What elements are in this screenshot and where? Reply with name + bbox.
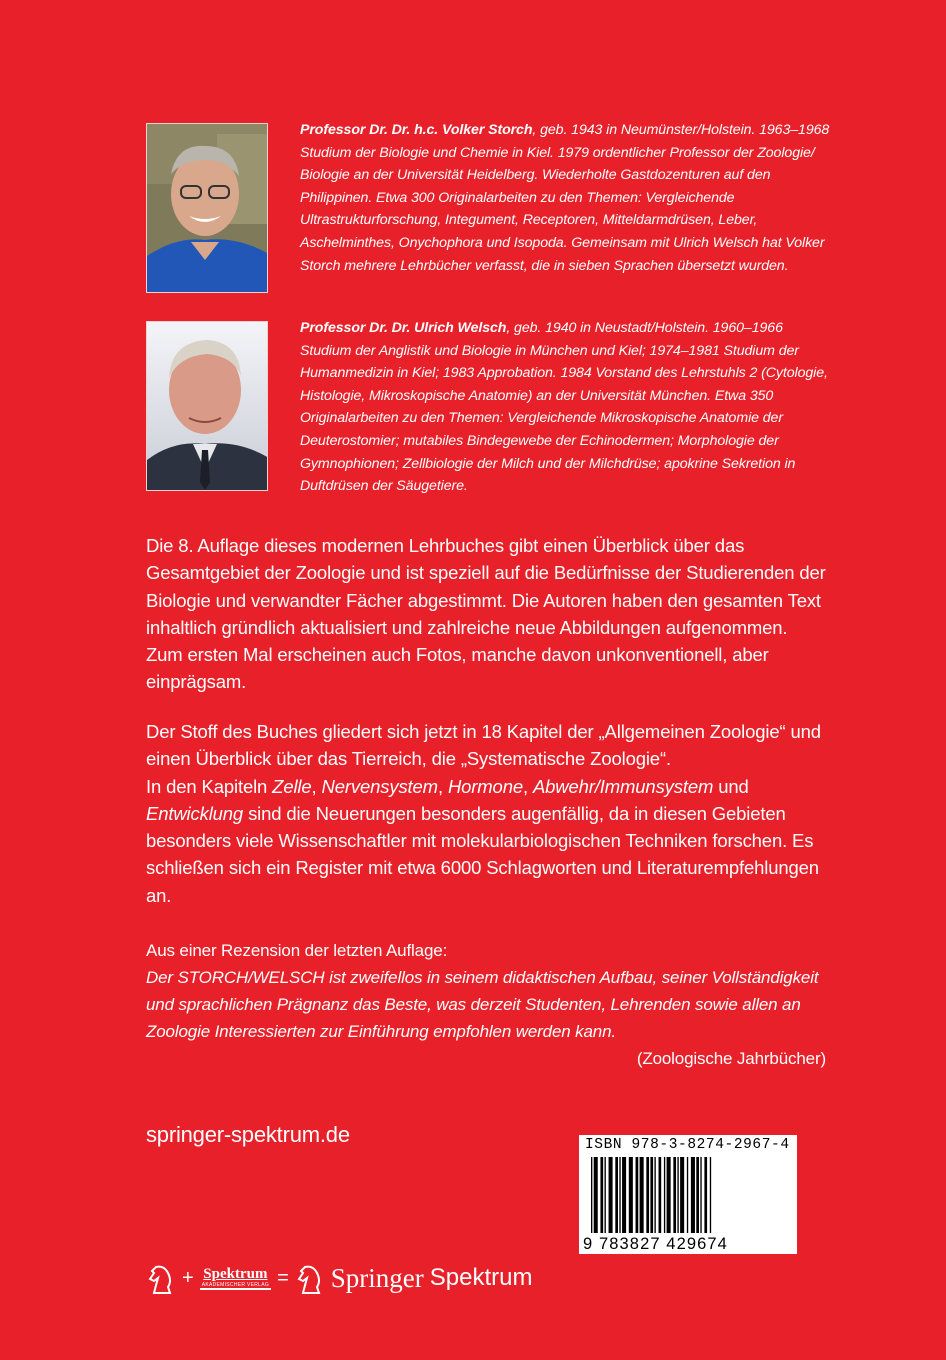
- barcode-bar: [664, 1157, 665, 1233]
- description-paragraph-1: Die 8. Auflage dieses modernen Lehrbuches gibt einen Überblick über das Gesamtgebiet der Zoologie und ist speziell auf die Bedürfnisse der Studierenden der Biologie und verwandter Fächer abgestimmt. Die Autoren haben den gesamten Text inhaltlich gründlich aktualisiert und zahlreiche neue Abbildungen aufgenommen. Zum ersten Mal erscheinen auch Fotos, manche davon unkonventionell, aber einprägsam.: [146, 535, 826, 693]
- barcode-bar: [646, 1157, 649, 1233]
- author-photo-storch: [146, 123, 268, 293]
- author-bio-text-welsch: , geb. 1940 in Neustadt/Holstein. 1960–1966 Studium der Anglistik und Biologie in München und Kiel; 1974–1981 Studium der Humanmedizin in Kiel; 1983 Approbation. 1984 Vorstand des Lehrstuhls 2 (Cytologie, Histologie, Mikroskopische Anatomie) an der Universität München. Etwa 350 Originalarbeiten zu den Themen: Vergleichende Mikroskopische Anatomie der Deuterostomier; mutabiles Bindegewebe der Echinodermen; Morphologie der Gymnophionen; Zellbiologie der Milch und der Milchdrüse; apokrine Sekretion in Duftdrüsen der Säugetiere.: [300, 320, 828, 495]
- barcode-digits: 9 783827 429674: [583, 1235, 728, 1253]
- barcode-bar: [659, 1157, 662, 1233]
- spektrum-logo-word: Spektrum: [203, 1265, 268, 1282]
- author-bio-storch: [300, 119, 830, 277]
- barcode-bar: [700, 1157, 701, 1233]
- barcode-bar: [600, 1157, 603, 1233]
- barcode-bar: [710, 1157, 711, 1233]
- barcode-bar: [622, 1157, 626, 1233]
- topic-entwicklung: Entwicklung: [146, 802, 244, 824]
- isbn-label: ISBN 978-3-8274-2967-4: [585, 1137, 790, 1153]
- barcode-bar: [673, 1157, 676, 1233]
- review-source: (Zoologische Jahrbücher): [636, 1049, 826, 1068]
- spektrum-wordmark: Spektrum: [429, 1264, 533, 1291]
- topic-zelle: Zelle: [272, 775, 312, 797]
- publisher-logos: [146, 1258, 532, 1298]
- barcode-bar: [667, 1157, 671, 1233]
- topic-abwehr: Abwehr/Immunsystem: [532, 775, 714, 797]
- spektrum-logo-subtitle: AKADEMISCHER VERLAG: [201, 1281, 270, 1288]
- author-photo-welsch: [146, 321, 268, 491]
- author-bio-text-storch: , geb. 1943 in Neumünster/Holstein. 1963–1968 Studium der Biologie und Chemie in Kiel. 1979 ordentlicher Professor der Zoologie/ Biologie an der Universität Heidelberg. Wiederholte Gastdozenturen auf den Philippinen. Etwa 300 Originalarbeiten zu den Themen: Vergleichende Ultrastrukturforschung, Integument, Receptoren, Mitteldarmdrüsen, Leber, Aschelminthes, Onychophora und Isopoda. Gemeinsam mit Ulrich Welsch hat Volker Storch mehrere Lehrbücher verfasst, die in sieben Sprachen übersetzt wurden.: [300, 122, 830, 274]
- barcode-bar: [640, 1157, 644, 1233]
- para2-rest: sind die Neuerungen besonders augenfällig, da in diesen Gebieten besonders viele Wissenschaftler mit molekularbiologischen Techniken forschen. Es schließen sich ein Register mit etwa 6000 Schlagworten und Literaturempfehlungen an.: [146, 802, 819, 906]
- topic-hormone: Hormone: [447, 775, 523, 797]
- review-quote: Der STORCH/WELSCH ist zweifellos in seinem didaktischen Aufbau, seiner Vollständigkeit und sprachlichen Prägnanz das Beste, was derzeit Studenten, Lehrenden sowie allen an Zoologie Interessierten zur Einführung empfohlen werden kann.: [146, 968, 819, 1041]
- author-name-storch: Professor Dr. Dr. h.c. Volker Storch: [300, 122, 533, 138]
- barcode-bar: [704, 1157, 707, 1233]
- barcode-bar: [677, 1157, 678, 1233]
- barcode-bar: [654, 1157, 655, 1233]
- barcode-bar: [615, 1157, 618, 1233]
- barcode-bar: [609, 1157, 613, 1233]
- spektrum-akademischer-verlag-logo: [200, 1267, 271, 1290]
- author-name-welsch: Professor Dr. Dr. Ulrich Welsch: [300, 320, 507, 336]
- plus-sign: +: [182, 1266, 194, 1289]
- barcode-bar: [591, 1157, 592, 1233]
- barcode-bar: [687, 1157, 688, 1233]
- para2-and: und: [713, 775, 749, 797]
- topic-nervensystem: Nervensystem: [321, 775, 438, 797]
- equals-sign: =: [277, 1266, 289, 1289]
- barcode-bar: [691, 1157, 695, 1233]
- review-intro: Aus einer Rezension der letzten Auflage:: [146, 941, 448, 960]
- barcode-bar: [680, 1157, 684, 1233]
- barcode-bar: [594, 1157, 598, 1233]
- springer-wordmark: Springer: [330, 1262, 424, 1293]
- para2-intro: Der Stoff des Buches gliedert sich jetzt in 18 Kapitel der „Allgemeinen Zoologie“ und einen Überblick über das Tierreich, die „Systematische Zoologie“.: [146, 721, 821, 770]
- springer-knight-icon: [146, 1261, 176, 1295]
- isbn-barcode: [579, 1135, 797, 1254]
- review-block: [146, 937, 826, 1072]
- barcode-bar: [629, 1157, 633, 1233]
- barcode-bar: [650, 1157, 653, 1233]
- barcode-bar: [619, 1157, 620, 1233]
- barcode-bar: [696, 1157, 699, 1233]
- author-bio-welsch: [300, 317, 830, 498]
- publisher-website[interactable]: springer-spektrum.de: [146, 1122, 350, 1147]
- barcode-bar: [636, 1157, 639, 1233]
- springer-knight-icon: [295, 1261, 325, 1295]
- barcode-bar: [605, 1157, 606, 1233]
- para2-chapters-lead: In den Kapiteln: [146, 775, 273, 797]
- barcode-bars: [587, 1157, 791, 1233]
- description-paragraph-2: Der Stoff des Buches gliedert sich jetzt in 18 Kapitel der „Allgemeinen Zoologie“ und einen Überblick über das Tierreich, die „Systematische Zoologie“. In den Kapiteln Zelle, Nervensystem, Hormone, Abwehr/Immunsystem und Entwicklung sind die Neuerungen besonders augenfällig, da in diesen Gebieten besonders viele Wissenschaftler mit molekularbiologischen Techniken forschen. Es schließen sich ein Register mit etwa 6000 Schlagworten und Literaturempfehlungen an.: [146, 721, 821, 906]
